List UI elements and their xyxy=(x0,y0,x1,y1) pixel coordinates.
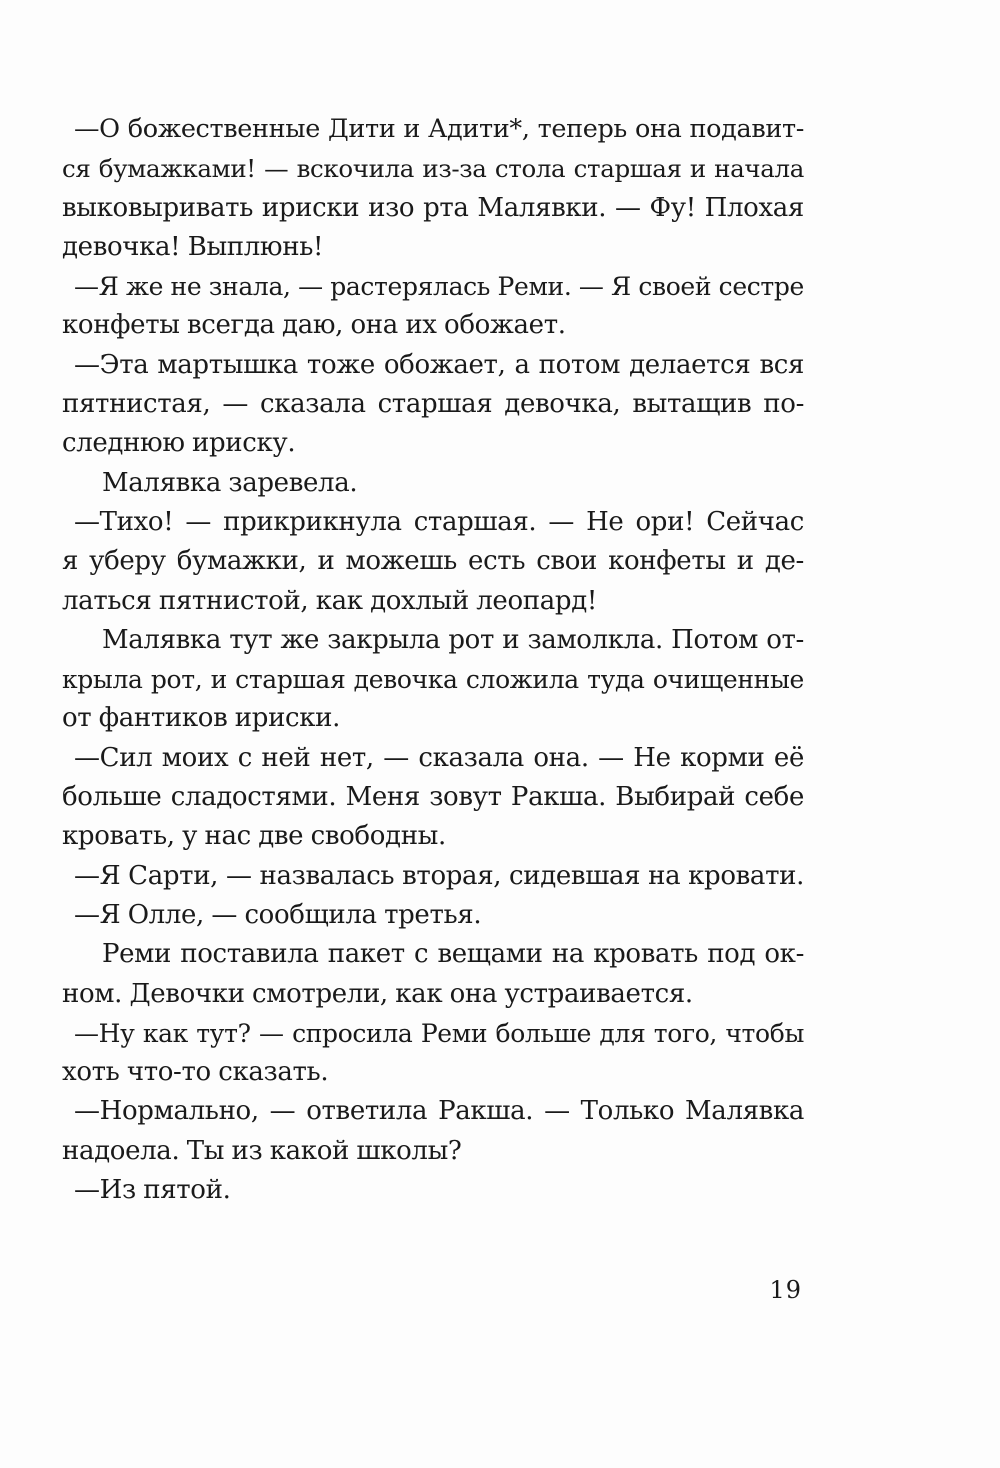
text-line: больше сладостями. Меня зовут Ракша. Выбирай себе xyxy=(62,782,804,813)
text-line: кровать, у нас две свободны. xyxy=(62,821,446,852)
text-line: пятнистая, — сказала старшая девочка, вытащив по- xyxy=(62,389,804,420)
text-line: девочка! Выплюнь! xyxy=(62,231,324,262)
text-line: —Из пятой. xyxy=(74,1175,231,1206)
text-line: надоела. Ты из какой школы? xyxy=(62,1135,462,1166)
page-number: 19 xyxy=(769,1276,802,1304)
text-line: —Эта мартышка тоже обожает, а потом делается вся xyxy=(74,349,804,380)
text-line: —Сил моих с ней нет, — сказала она. — Не корми её xyxy=(74,742,804,773)
text-line: —Я Сарти, — назвалась вторая, сидевшая на кровати. xyxy=(74,860,804,891)
text-line: —Я Олле, — сообщила третья. xyxy=(74,899,482,930)
text-line: ся бумажками! — вскочила из-за стола старшая и начала xyxy=(62,154,804,184)
text-line: —Я же не знала, — растерялась Реми. — Я своей сестре xyxy=(74,272,804,302)
text-line: латься пятнистой, как дохлый леопард! xyxy=(62,585,597,616)
text-line: ном. Девочки смотрели, как она устраивается. xyxy=(62,978,693,1009)
text-line: конфеты всегда даю, она их обожает. xyxy=(62,310,566,341)
text-line: крыла рот, и старшая девочка сложила туда очищенные xyxy=(62,665,804,695)
text-line: Реми поставила пакет с вещами на кровать под ок- xyxy=(102,939,804,970)
text-line: —О божественные Дити и Адити*, теперь она подавит- xyxy=(74,114,804,144)
text-line: Малявка тут же закрыла рот и замолкла. Потом от- xyxy=(102,624,804,655)
text-line: выковыривать ириски изо рта Малявки. — Фу! Плохая xyxy=(62,192,804,223)
text-line: —Ну как тут? — спросила Реми больше для того, чтобы xyxy=(74,1018,804,1048)
text-line: от фантиков ириски. xyxy=(62,703,341,734)
text-line: Малявка заревела. xyxy=(102,467,358,498)
text-line: я уберу бумажки, и можешь есть свои конфеты и де- xyxy=(62,546,804,577)
body-text xyxy=(62,110,804,1210)
text-line: —Нормально, — ответила Ракша. — Только Малявка xyxy=(74,1096,804,1127)
text-line: —Тихо! — прикрикнула старшая. — Не ори! Сейчас xyxy=(74,506,804,537)
text-line: хоть что-то сказать. xyxy=(62,1057,329,1088)
text-line: следнюю ириску. xyxy=(62,428,296,459)
